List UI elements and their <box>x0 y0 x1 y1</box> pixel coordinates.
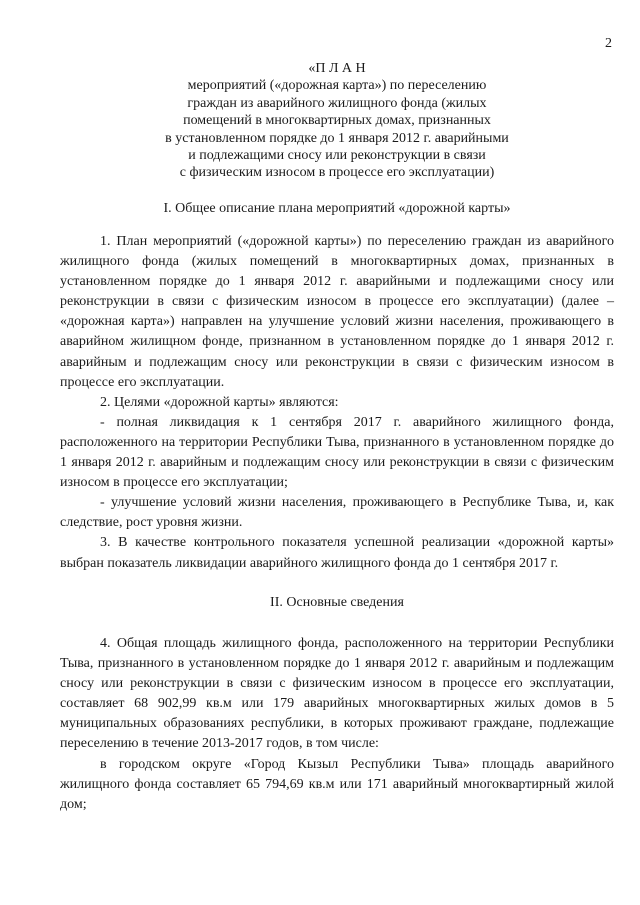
title-line: в установленном порядке до 1 января 2012 г. аварийными <box>165 130 509 146</box>
title-line: мероприятий («дорожная карта») по переселению <box>187 78 487 94</box>
section-2-body <box>60 634 614 815</box>
paragraph-2: 2. Целями «дорожной карты» являются: <box>100 394 339 410</box>
paragraph-4: 4. Общая площадь жилищного фонда, расположенного на территории Республики Тыва, признанного в установленном порядке до 1 января 2012 г. аварийным и подлежащим сносу или реконструкции в связи с физическим износом в процессе его эксплуатации, составляет 68 902,99 кв.м или 179 аварийных многоквартирных жилых домов в 5 муниципальных образованиях республики, в которых проживают граждане, подлежащие переселению в течение 2013-2017 годов, в том числе: <box>60 636 614 752</box>
title-line: помещений в многоквартирных домах, признанных <box>183 113 491 129</box>
paragraph-3: 3. В качестве контрольного показателя успешной реализации «дорожной карты» выбран показатель ликвидации аварийного жилищного фонда до 1 сентября 2017 г. <box>60 535 614 571</box>
document-title <box>60 60 614 182</box>
section-1-body <box>60 232 614 574</box>
title-line: с физическим износом в процессе его эксплуатации) <box>179 165 495 181</box>
section-2-heading: II. Основные сведения <box>270 595 404 610</box>
title-line: граждан из аварийного жилищного фонда (жилых <box>187 95 487 111</box>
paragraph-2-item-2: - улучшение условий жизни населения, проживающего в Республике Тыва, и, как следствие, рост уровня жизни. <box>60 495 614 531</box>
paragraph-2-item-1: - полная ликвидация к 1 сентября 2017 г. аварийного жилищного фонда, расположенного на территории Республики Тыва, признанного в установленном порядке до 1 января 2012 г. аварийным и подлежащим сносу или реконструкции в связи с физическим износом в процессе его эксплуатации; <box>60 414 614 491</box>
title-line: «П Л А Н <box>308 61 366 76</box>
paragraph-1: 1. План мероприятий («дорожной карты») по переселению граждан из аварийного жилищного фонда (жилых помещений в многоквартирных домах, признанных в установленном порядке до 1 января 2012 г. аварийными и подлежащими сносу или реконструкции в связи с физическим износом в процессе его эксплуатации) (далее – «дорожная карта») направлен на улучшение условий жизни населения, проживающего в аварийном жилищном фонде, признанном в установленном порядке до 1 января 2012 г. аварийным и подлежащим сносу или реконструкции в связи с физическим износом в процессе его эксплуатации. <box>60 234 614 390</box>
paragraph-4-subitem: в городском округе «Город Кызыл Республики Тыва» площадь аварийного жилищного фонда составляет 65 794,69 кв.м или 171 аварийный многоквартирный жилой дом; <box>60 756 614 812</box>
section-1-heading: I. Общее описание плана мероприятий «дорожной карты» <box>163 201 511 216</box>
title-line: и подлежащими сносу или реконструкции в связи <box>188 148 486 164</box>
page-number: 2 <box>605 36 612 51</box>
